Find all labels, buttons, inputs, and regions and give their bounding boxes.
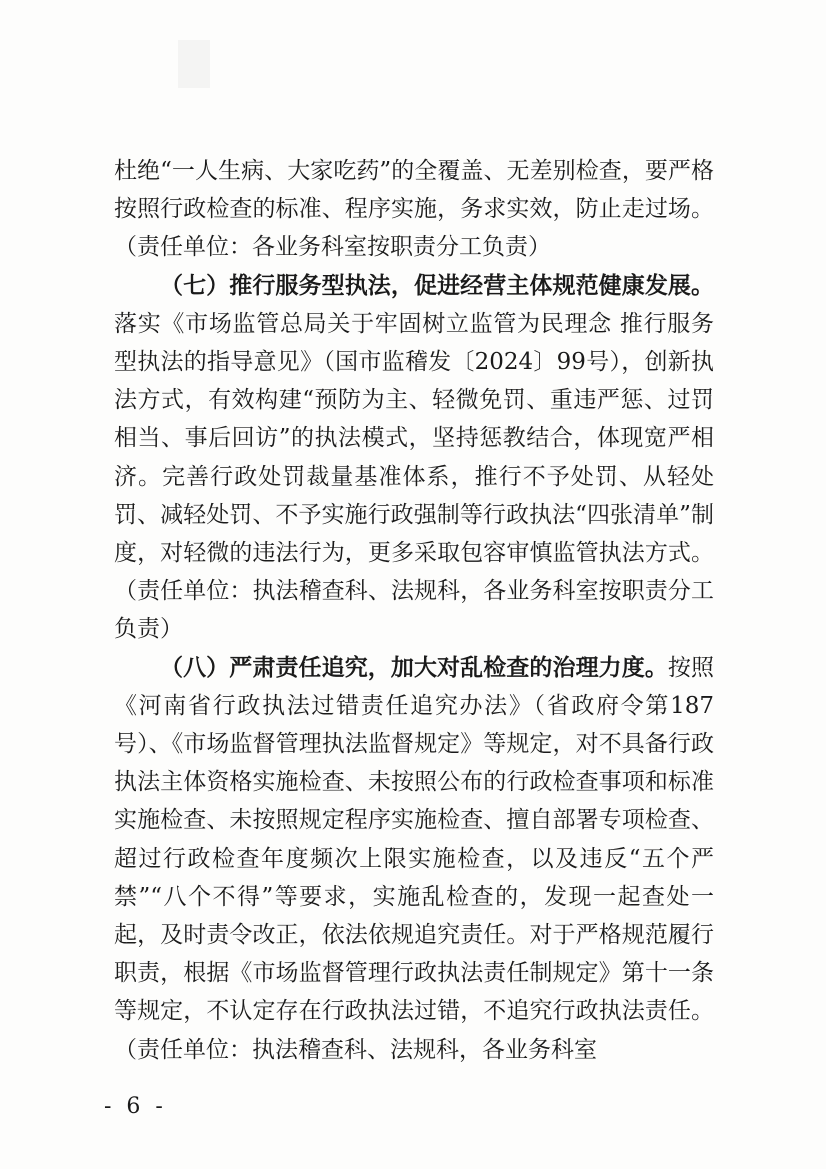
section-heading-8: （八）严肃责任追究，加大对乱检查的治理力度。 xyxy=(160,653,668,681)
document-body xyxy=(114,152,714,1069)
paragraph-section-8 xyxy=(114,649,714,1069)
paragraph-text: 落实《市场监管总局关于牢固树立监管为民理念 推行服务型执法的指导意见》（国市监稽发〔2024〕99号），创新执法方式，有效构建“预防为主、轻微免罚、重违严惩、过罚相当、事后回访”的执法模式，坚持惩教结合，体现宽严相济。完善行政处罚裁量基准体系，推行不予处罚、从轻处罚、减轻处罚、不予实施行政强制等行政执法“四张清单”制度，对轻微的违法行为，更多采取包容审慎监管执法方式。（责任单位：执法稽查科、法规科，各业务科室按职责分工负责） xyxy=(114,310,714,643)
paragraph-continuation xyxy=(114,152,714,267)
paragraph-section-7 xyxy=(114,267,714,649)
paragraph-text: 杜绝“一人生病、大家吃药”的全覆盖、无差别检查，要严格按照行政检查的标准、程序实施，务求实效，防止走过场。（责任单位：各业务科室按职责分工负责） xyxy=(114,158,714,261)
section-heading-7: （七）推行服务型执法，促进经营主体规范健康发展。 xyxy=(160,271,714,299)
scan-artifact xyxy=(178,40,210,88)
page-number: - 6 - xyxy=(104,1094,167,1119)
paragraph-text: 按照《河南省行政执法过错责任追究办法》（省政府令第187号）、《市场监督管理执法监督规定》等规定，对不具备行政执法主体资格实施检查、未按照公布的行政检查事项和标准实施检查、未按照规定程序实施检查、擅自部署专项检查、超过行政检查年度频次上限实施检查，以及违反“五个严禁”“八个不得”等要求，实施乱检查的，发现一起查处一起，及时责令改正，依法依规追究责任。对于严格规范履行职责，根据《市场监督管理行政执法责任制规定》第十一条等规定，不认定存在行政执法过错，不追究行政执法责任。（责任单位：执法稽查科、法规科，各业务科室 xyxy=(114,654,715,1063)
